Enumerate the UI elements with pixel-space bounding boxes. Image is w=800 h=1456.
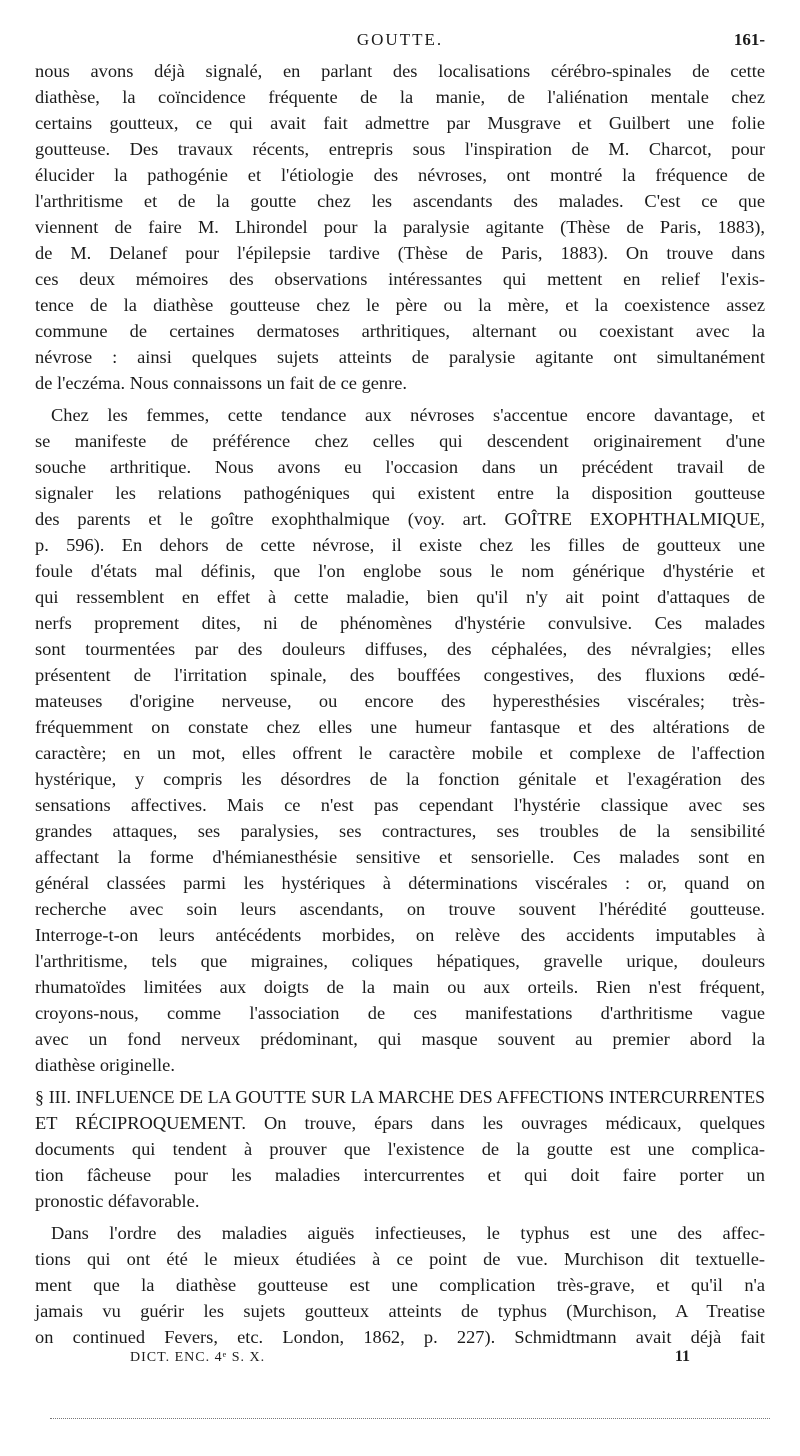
text-line: se manifeste de préférence chez celles qui descendent originairement d'une bbox=[35, 431, 765, 451]
text-line: on continued Fevers, etc. London, 1862, p. 227). Schmidtmann avait déjà fait bbox=[35, 1327, 765, 1347]
running-header bbox=[35, 30, 765, 56]
text-line: hystérique, y compris les désordres de la fonction génitale et l'exagération des bbox=[35, 769, 765, 789]
text-line: avec un fond nerveux prédominant, qui masque souvent au premier abord la bbox=[35, 1029, 765, 1049]
text-line: croyons-nous, comme l'association de ces manifestations d'arthritisme vague bbox=[35, 1003, 765, 1023]
text-line: grandes attaques, ses paralysies, ses contractures, ses troubles de la sensibilité bbox=[35, 821, 765, 841]
text-line: de M. Delanef pour l'épilepsie tardive (Thèse de Paris, 1883). On trouve dans bbox=[35, 243, 765, 263]
text-line: tion fâcheuse pour les maladies intercurrentes et qui doit faire porter un bbox=[35, 1165, 765, 1185]
section-heading-line: § III. INFLUENCE DE LA GOUTTE SUR LA MARCHE DES AFFECTIONS INTERCURRENTES bbox=[35, 1087, 765, 1107]
bottom-dotted-rule bbox=[50, 1418, 770, 1419]
text-line: ces deux mémoires des observations intéressantes qui mettent en relief l'exis- bbox=[35, 269, 765, 289]
text-line: foule d'états mal définis, que l'on englobe sous le nom générique d'hystérie et bbox=[35, 561, 765, 581]
text-line: certains goutteux, ce qui avait fait admettre par Musgrave et Guilbert une folie bbox=[35, 113, 765, 133]
section-paragraph bbox=[35, 1084, 765, 1214]
text-line: nerfs proprement dites, ni de phénomènes d'hystérie convulsive. Ces malades bbox=[35, 613, 765, 633]
text-line: tions qui ont été le mieux étudiées à ce point de vue. Murchison dit textuelle- bbox=[35, 1249, 765, 1269]
sheet-number: 11 bbox=[674, 1348, 690, 1365]
text-line: mateuses d'origine nerveuse, ou encore des hyperesthésies viscérales; très- bbox=[35, 691, 765, 711]
text-line: général classées parmi les hystériques à déterminations viscérales : or, quand on bbox=[35, 873, 765, 893]
text-line: caractère; en un mot, elles offrent le caractère mobile et complexe de l'affection bbox=[35, 743, 765, 763]
text-line: élucider la pathogénie et l'étiologie des névroses, ont montré la fréquence de bbox=[35, 165, 765, 185]
text-line: commune de certaines dermatoses arthritiques, alternant ou coexistant avec la bbox=[35, 321, 765, 341]
text-line: recherche avec soin leurs ascendants, on trouve souvent l'hérédité goutteuse. bbox=[35, 899, 765, 919]
text-line: ment que la diathèse goutteuse est une complication très-grave, et qu'il n'a bbox=[35, 1275, 765, 1295]
text-line: l'arthritisme, tels que migraines, coliques hépatiques, gravelle urique, douleurs bbox=[35, 951, 765, 971]
running-head-title: GOUTTE. bbox=[356, 30, 444, 49]
text-line: fréquemment on constate chez elles une humeur fantasque et des altérations de bbox=[35, 717, 765, 737]
text-line: affectant la forme d'hémianesthésie sensitive et sensorielle. Ces malades sont en bbox=[35, 847, 765, 867]
text-line: signaler les relations pathogéniques qui existent entre la disposition goutteuse bbox=[35, 483, 765, 503]
paragraph bbox=[35, 58, 765, 396]
text-line: p. 596). En dehors de cette névrose, il existe chez les filles de goutteux une bbox=[35, 535, 765, 555]
text-line: névrose : ainsi quelques sujets atteints de paralysie agitante ont simultanément bbox=[35, 347, 765, 367]
text-line: présentent de l'irritation spinale, des bouffées congestives, des fluxions œdé- bbox=[35, 665, 765, 685]
text-line: des parents et le goître exophthalmique (voy. art. GOÎTRE EXOPHTHALMIQUE, bbox=[35, 509, 765, 529]
body-text bbox=[35, 58, 765, 1350]
page-footer bbox=[130, 1348, 690, 1374]
text-line: documents qui tendent à prouver que l'existence de la goutte est une complica- bbox=[35, 1139, 765, 1159]
signature-mark: DICT. ENC. 4ᵉ S. X. bbox=[130, 1350, 266, 1365]
text-line: diathèse originelle. bbox=[35, 1055, 175, 1075]
text-line: Dans l'ordre des maladies aiguës infectieuses, le typhus est une des affec- bbox=[51, 1223, 765, 1243]
text-line: ET RÉCIPROQUEMENT. On trouve, épars dans les ouvrages médicaux, quelques bbox=[35, 1113, 765, 1133]
paragraph bbox=[35, 1220, 765, 1350]
text-line: viennent de faire M. Lhirondel pour la paralysie agitante (Thèse de Paris, 1883), bbox=[35, 217, 765, 237]
text-line: jamais vu guérir les sujets goutteux atteints de typhus (Murchison, A Treatise bbox=[35, 1301, 765, 1321]
text-line: Interroge-t-on leurs antécédents morbides, on relève des accidents imputables à bbox=[35, 925, 765, 945]
text-line: rhumatoïdes limitées aux doigts de la main ou aux orteils. Rien n'est fréquent, bbox=[35, 977, 765, 997]
text-line: sont tourmentées par des douleurs diffuses, des céphalées, des névralgies; elles bbox=[35, 639, 765, 659]
text-line: tence de la diathèse goutteuse chez le père ou la mère, et la coexistence assez bbox=[35, 295, 765, 315]
text-line: diathèse, la coïncidence fréquente de la manie, de l'aliénation mentale chez bbox=[35, 87, 765, 107]
text-line: de l'eczéma. Nous connaissons un fait de ce genre. bbox=[35, 373, 408, 393]
text-line: pronostic défavorable. bbox=[35, 1191, 200, 1211]
page-number: 161- bbox=[733, 30, 765, 49]
text-line: nous avons déjà signalé, en parlant des localisations cérébro-spinales de cette bbox=[35, 61, 765, 81]
text-line: l'arthritisme et de la goutte chez les ascendants des malades. C'est ce que bbox=[35, 191, 765, 211]
text-line: goutteuse. Des travaux récents, entrepris sous l'inspiration de M. Charcot, pour bbox=[35, 139, 765, 159]
paragraph bbox=[35, 402, 765, 1078]
text-line: Chez les femmes, cette tendance aux névroses s'accentue encore davantage, et bbox=[51, 405, 765, 425]
text-line: qui ressemblent en effet à cette maladie, bien qu'il n'y ait point d'attaques de bbox=[35, 587, 765, 607]
text-line: sensations affectives. Mais ce n'est pas cependant l'hystérie classique avec ses bbox=[35, 795, 765, 815]
text-line: souche arthritique. Nous avons eu l'occasion dans un précédent travail de bbox=[35, 457, 765, 477]
